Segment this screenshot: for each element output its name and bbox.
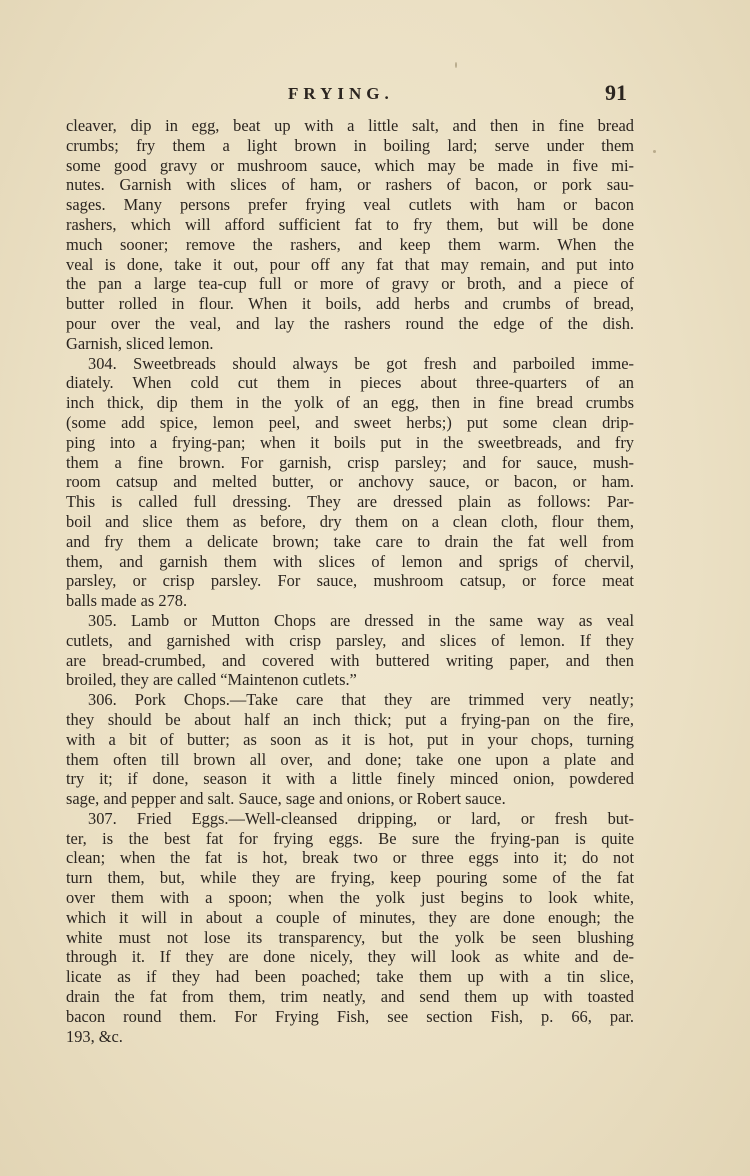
text-line: cleaver, dip in egg, beat up with a little salt, and then in fine bread [66, 116, 634, 135]
text-line: they should be about half an inch thick; put a frying-pan on the fire, [66, 709, 634, 729]
running-head [0, 80, 750, 110]
text-line: sages. Many persons prefer frying veal cutlets with ham or bacon [66, 195, 634, 215]
text-line: This is called full dressing. They are dressed plain as follows: Par- [66, 492, 634, 512]
text-line: room catsup and melted butter, or anchovy sauce, or bacon, or ham. [66, 472, 634, 492]
text-line: licate as if they had been poached; take them up with a tin slice, [66, 967, 634, 987]
text-line: them a fine brown. For garnish, crisp parsley; and for sauce, mush- [66, 452, 634, 472]
text-line: (some add spice, lemon peel, and sweet herbs;) put some clean drip- [66, 412, 634, 432]
text-line: and fry them a delicate brown; take care to drain the fat well from [66, 531, 634, 551]
text-line: over them with a spoon; when the yolk just begins to look white, [66, 888, 634, 908]
text-line: parsley, or crisp parsley. For sauce, mushroom catsup, or force meat [66, 571, 634, 591]
text-line: 306. Pork Chops.—Take care that they are trimmed very neatly; [88, 690, 634, 710]
text-line: veal is done, take it out, pour off any fat that may remain, and put into [66, 254, 634, 274]
text-line: ter, is the best fat for frying eggs. Be sure the frying-pan is quite [66, 828, 634, 848]
paper-speck [455, 62, 457, 68]
text-line: ping into a frying-pan; when it boils put in the sweetbreads, and fry [66, 432, 634, 452]
text-line: sage, and pepper and salt. Sauce, sage and onions, or Robert sauce. [66, 789, 506, 809]
text-line: which it will in about a couple of minutes, they are done enough; the [66, 907, 634, 927]
text-line: drain the fat from them, trim neatly, and send them up with toasted [66, 987, 634, 1007]
text-line: try it; if done, season it with a little finely minced onion, powdered [66, 769, 634, 789]
text-line: the pan a large tea-cup full or more of gravy or broth, and a piece of [66, 274, 634, 294]
text-line: clean; when the fat is hot, break two or three eggs into it; do not [66, 848, 634, 868]
page-number: 91 [605, 80, 627, 105]
text-line: white must not lose its transparency, but the yolk be seen blushing [66, 927, 634, 947]
text-line: with a bit of butter; as soon as it is hot, put in your chops, turning [66, 729, 634, 749]
text-line: are bread-crumbed, and covered with buttered writing paper, and then [66, 650, 634, 670]
text-line: Garnish, sliced lemon. [66, 333, 214, 353]
text-line: 307. Fried Eggs.—Well-cleansed dripping, or lard, or fresh but- [88, 808, 634, 828]
text-line: bacon round them. For Frying Fish, see section Fish, p. 66, par. [66, 1006, 634, 1026]
body-text [66, 116, 634, 1046]
text-line: rashers, which will afford sufficient fat to fry them, but will be done [66, 214, 634, 234]
text-line: nutes. Garnish with slices of ham, or rashers of bacon, or pork sau- [66, 175, 634, 195]
text-line: broiled, they are called “Maintenon cutlets.” [66, 670, 357, 690]
text-line: pour over the veal, and lay the rashers round the edge of the dish. [66, 313, 634, 333]
text-line: through it. If they are done nicely, they will look as white and de- [66, 947, 634, 967]
text-line: inch thick, dip them in the yolk of an egg, then in fine bread crumbs [66, 393, 634, 413]
text-line: cutlets, and garnished with crisp parsley, and slices of lemon. If they [66, 630, 634, 650]
text-line: much sooner; remove the rashers, and keep them warm. When the [66, 234, 634, 254]
text-line: 193, &c. [66, 1026, 123, 1046]
text-line: balls made as 278. [66, 591, 188, 611]
paper-speck [653, 150, 656, 153]
text-line: them often till brown all over, and done; take one upon a plate and [66, 749, 634, 769]
text-line: turn them, but, while they are frying, keep pouring some of the fat [66, 868, 634, 888]
text-line: some good gravy or mushroom sauce, which may be made in five mi- [66, 155, 634, 175]
text-line: diately. When cold cut them in pieces about three-quarters of an [66, 373, 634, 393]
text-line: 305. Lamb or Mutton Chops are dressed in the same way as veal [88, 610, 634, 630]
text-line: them, and garnish them with slices of lemon and sprigs of chervil, [66, 551, 634, 571]
running-title: FRYING. [288, 84, 394, 103]
text-line: butter rolled in flour. When it boils, add herbs and crumbs of bread, [66, 294, 634, 314]
text-line: crumbs; fry them a light brown in boiling lard; serve under them [66, 135, 634, 155]
text-line: 304. Sweetbreads should always be got fresh and parboiled imme- [88, 353, 634, 373]
text-line: boil and slice them as before, dry them on a clean cloth, flour them, [66, 511, 634, 531]
